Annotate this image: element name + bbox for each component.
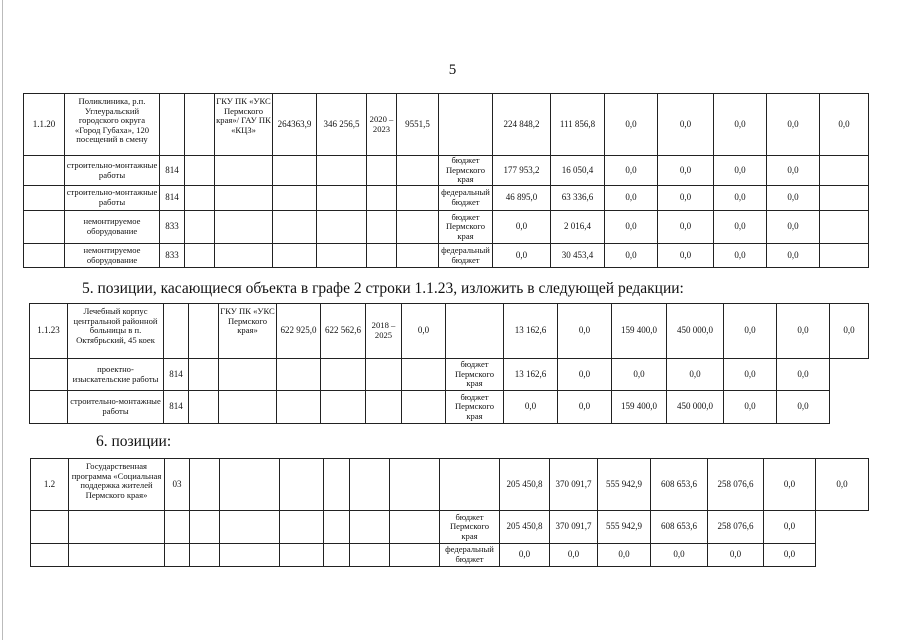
empty-cell (390, 459, 440, 511)
value: 0,0 (605, 94, 658, 156)
empty-cell (185, 211, 215, 244)
work-code: 814 (164, 391, 189, 424)
value: 0,0 (714, 244, 767, 268)
empty-cell (324, 544, 350, 567)
empty-cell (324, 459, 350, 511)
value: 0,0 (605, 156, 658, 186)
value: 0,0 (767, 94, 820, 156)
customer: ГКУ ПК «УКС Пермского края»/ ГАУ ПК «КЦЗ» (215, 94, 273, 156)
empty-cell (397, 244, 439, 268)
work-code: 833 (160, 244, 185, 268)
empty-cell (24, 244, 65, 268)
value: 0,0 (777, 391, 830, 424)
scan-edge-line (2, 0, 3, 640)
cost-2: 346 256,5 (317, 94, 367, 156)
empty-cell (189, 359, 219, 391)
empty-cell (820, 186, 869, 211)
work-code: 833 (160, 211, 185, 244)
empty-cell (215, 211, 273, 244)
empty-cell (816, 544, 869, 567)
value: 0,0 (598, 544, 651, 567)
empty-cell (219, 391, 277, 424)
empty-cell (277, 391, 321, 424)
row-code: 1.1.20 (24, 94, 65, 156)
table-row (30, 359, 869, 391)
empty-cell (367, 244, 397, 268)
empty-cell (830, 391, 869, 424)
value: 0,0 (605, 211, 658, 244)
work-code: 814 (164, 359, 189, 391)
empty-cell (160, 94, 185, 156)
value: 0,0 (764, 459, 816, 511)
remain: 0,0 (402, 304, 446, 359)
empty-cell (215, 156, 273, 186)
value: 0,0 (767, 211, 820, 244)
empty-cell (190, 544, 220, 567)
empty-cell (439, 94, 493, 156)
object-name: Поликлиника, р.п. Углеуральский городского округа «Город Губаха», 120 посещений в смену (65, 94, 160, 156)
empty-cell (446, 304, 504, 359)
empty-cell (397, 156, 439, 186)
empty-cell (317, 244, 367, 268)
empty-cell (273, 211, 317, 244)
work-type: немонтируемое оборудование (65, 244, 160, 268)
table-row (24, 186, 869, 211)
funding-source: бюджет Пермского края (446, 359, 504, 391)
empty-cell (189, 304, 219, 359)
value: 0,0 (605, 186, 658, 211)
value: 0,0 (658, 244, 714, 268)
value: 0,0 (714, 186, 767, 211)
value: 370 091,7 (550, 459, 598, 511)
value: 0,0 (493, 211, 551, 244)
value: 608 653,6 (651, 459, 708, 511)
value: 0,0 (558, 304, 612, 359)
value: 0,0 (658, 156, 714, 186)
row-code: 1.2 (31, 459, 69, 511)
empty-cell (390, 511, 440, 544)
empty-cell (189, 391, 219, 424)
work-type: строительно-монтажные работы (65, 156, 160, 186)
empty-cell (219, 359, 277, 391)
empty-cell (280, 511, 324, 544)
empty-cell (350, 459, 390, 511)
value: 0,0 (820, 94, 869, 156)
empty-cell (367, 156, 397, 186)
empty-cell (366, 391, 402, 424)
table-row (24, 94, 869, 156)
caption-6: 6. позиции: (96, 433, 172, 450)
empty-cell (30, 391, 68, 424)
empty-cell (165, 511, 190, 544)
empty-cell (820, 244, 869, 268)
table-row (24, 211, 869, 244)
value: 450 000,0 (667, 304, 724, 359)
value: 258 076,6 (708, 511, 764, 544)
value: 0,0 (667, 359, 724, 391)
table-row (24, 244, 869, 268)
value: 0,0 (493, 244, 551, 268)
value: 0,0 (605, 244, 658, 268)
value: 0,0 (714, 94, 767, 156)
funding-source: бюджет Пермского края (446, 391, 504, 424)
table-row (24, 156, 869, 186)
work-code: 814 (160, 156, 185, 186)
funding-source: федеральный бюджет (440, 544, 500, 567)
empty-cell (367, 211, 397, 244)
funding-source: бюджет Пермского края (439, 156, 493, 186)
table-1-1-20 (23, 93, 869, 268)
value: 0,0 (658, 94, 714, 156)
empty-cell (273, 244, 317, 268)
value: 177 953,2 (493, 156, 551, 186)
funding-source: федеральный бюджет (439, 244, 493, 268)
empty-cell (317, 211, 367, 244)
value: 0,0 (714, 156, 767, 186)
value: 205 450,8 (500, 459, 550, 511)
empty-cell (190, 459, 220, 511)
empty-cell (397, 186, 439, 211)
empty-cell (317, 186, 367, 211)
value: 0,0 (764, 544, 816, 567)
empty-cell (440, 459, 500, 511)
value: 0,0 (558, 391, 612, 424)
empty-cell (366, 359, 402, 391)
table-row (30, 391, 869, 424)
empty-cell (321, 359, 366, 391)
value: 13 162,6 (504, 359, 558, 391)
table-row (31, 511, 869, 544)
empty-cell (69, 511, 165, 544)
program-code: 03 (165, 459, 190, 511)
empty-cell (816, 511, 869, 544)
empty-cell (215, 244, 273, 268)
value: 555 942,9 (598, 459, 651, 511)
years: 2020 – 2023 (367, 94, 397, 156)
empty-cell (830, 359, 869, 391)
work-type: строительно-монтажные работы (68, 391, 164, 424)
empty-cell (367, 186, 397, 211)
empty-cell (273, 156, 317, 186)
value: 159 400,0 (612, 304, 667, 359)
value: 0,0 (708, 544, 764, 567)
empty-cell (31, 511, 69, 544)
years: 2018 – 2025 (366, 304, 402, 359)
value: 0,0 (724, 391, 777, 424)
value: 0,0 (558, 359, 612, 391)
object-name: Лечебный корпус центральной районной больницы в п. Октябрьский, 45 коек (68, 304, 164, 359)
empty-cell (220, 511, 280, 544)
empty-cell (321, 391, 366, 424)
work-code: 814 (160, 186, 185, 211)
value: 16 050,4 (551, 156, 605, 186)
value: 0,0 (651, 544, 708, 567)
empty-cell (820, 211, 869, 244)
empty-cell (185, 156, 215, 186)
value: 0,0 (777, 359, 830, 391)
value: 0,0 (767, 186, 820, 211)
empty-cell (390, 544, 440, 567)
customer: ГКУ ПК «УКС Пермского края» (219, 304, 277, 359)
cost-2: 622 562,6 (321, 304, 366, 359)
empty-cell (165, 544, 190, 567)
value: 608 653,6 (651, 511, 708, 544)
value: 0,0 (714, 211, 767, 244)
value: 0,0 (500, 544, 550, 567)
empty-cell (350, 544, 390, 567)
value: 0,0 (504, 391, 558, 424)
table-1-2 (30, 458, 869, 567)
work-type: строительно-монтажные работы (65, 186, 160, 211)
value: 450 000,0 (667, 391, 724, 424)
value: 30 453,4 (551, 244, 605, 268)
empty-cell (350, 511, 390, 544)
table-row (30, 304, 869, 359)
empty-cell (220, 459, 280, 511)
value: 111 856,8 (551, 94, 605, 156)
work-type: проектно-изыскательские работы (68, 359, 164, 391)
value: 63 336,6 (551, 186, 605, 211)
remain: 9551,5 (397, 94, 439, 156)
empty-cell (397, 211, 439, 244)
funding-source: федеральный бюджет (439, 186, 493, 211)
value: 0,0 (777, 304, 830, 359)
table-row (31, 459, 869, 511)
value: 0,0 (724, 359, 777, 391)
value: 0,0 (767, 244, 820, 268)
value: 0,0 (724, 304, 777, 359)
empty-cell (185, 186, 215, 211)
empty-cell (190, 511, 220, 544)
cost-1: 622 925,0 (277, 304, 321, 359)
empty-cell (24, 186, 65, 211)
empty-cell (31, 544, 69, 567)
value: 0,0 (658, 186, 714, 211)
empty-cell (402, 391, 446, 424)
value: 258 076,6 (708, 459, 764, 511)
value: 0,0 (612, 359, 667, 391)
empty-cell (24, 156, 65, 186)
value: 0,0 (767, 156, 820, 186)
empty-cell (280, 544, 324, 567)
value: 2 016,4 (551, 211, 605, 244)
page-number: 5 (448, 62, 457, 78)
empty-cell (164, 304, 189, 359)
empty-cell (324, 511, 350, 544)
empty-cell (317, 156, 367, 186)
empty-cell (185, 244, 215, 268)
empty-cell (185, 94, 215, 156)
cost-1: 264363,9 (273, 94, 317, 156)
value: 0,0 (816, 459, 869, 511)
empty-cell (215, 186, 273, 211)
empty-cell (30, 359, 68, 391)
value: 13 162,6 (504, 304, 558, 359)
value: 555 942,9 (598, 511, 651, 544)
value: 0,0 (830, 304, 869, 359)
empty-cell (280, 459, 324, 511)
empty-cell (402, 359, 446, 391)
table-row (31, 544, 869, 567)
work-type: немонтируемое оборудование (65, 211, 160, 244)
empty-cell (820, 156, 869, 186)
value: 0,0 (550, 544, 598, 567)
value: 224 848,2 (493, 94, 551, 156)
empty-cell (220, 544, 280, 567)
caption-5: 5. позиции, касающиеся объекта в графе 2 строки 1.1.23, изложить в следующей редакции: (82, 280, 684, 297)
value: 159 400,0 (612, 391, 667, 424)
empty-cell (273, 186, 317, 211)
row-code: 1.1.23 (30, 304, 68, 359)
funding-source: бюджет Пермского края (439, 211, 493, 244)
empty-cell (69, 544, 165, 567)
program-name: Государственная программа «Социальная поддержка жителей Пермского края» (69, 459, 165, 511)
value: 0,0 (764, 511, 816, 544)
funding-source: бюджет Пермского края (440, 511, 500, 544)
value: 370 091,7 (550, 511, 598, 544)
value: 46 895,0 (493, 186, 551, 211)
empty-cell (24, 211, 65, 244)
table-1-1-23 (29, 303, 869, 424)
empty-cell (277, 359, 321, 391)
value: 0,0 (658, 211, 714, 244)
value: 205 450,8 (500, 511, 550, 544)
